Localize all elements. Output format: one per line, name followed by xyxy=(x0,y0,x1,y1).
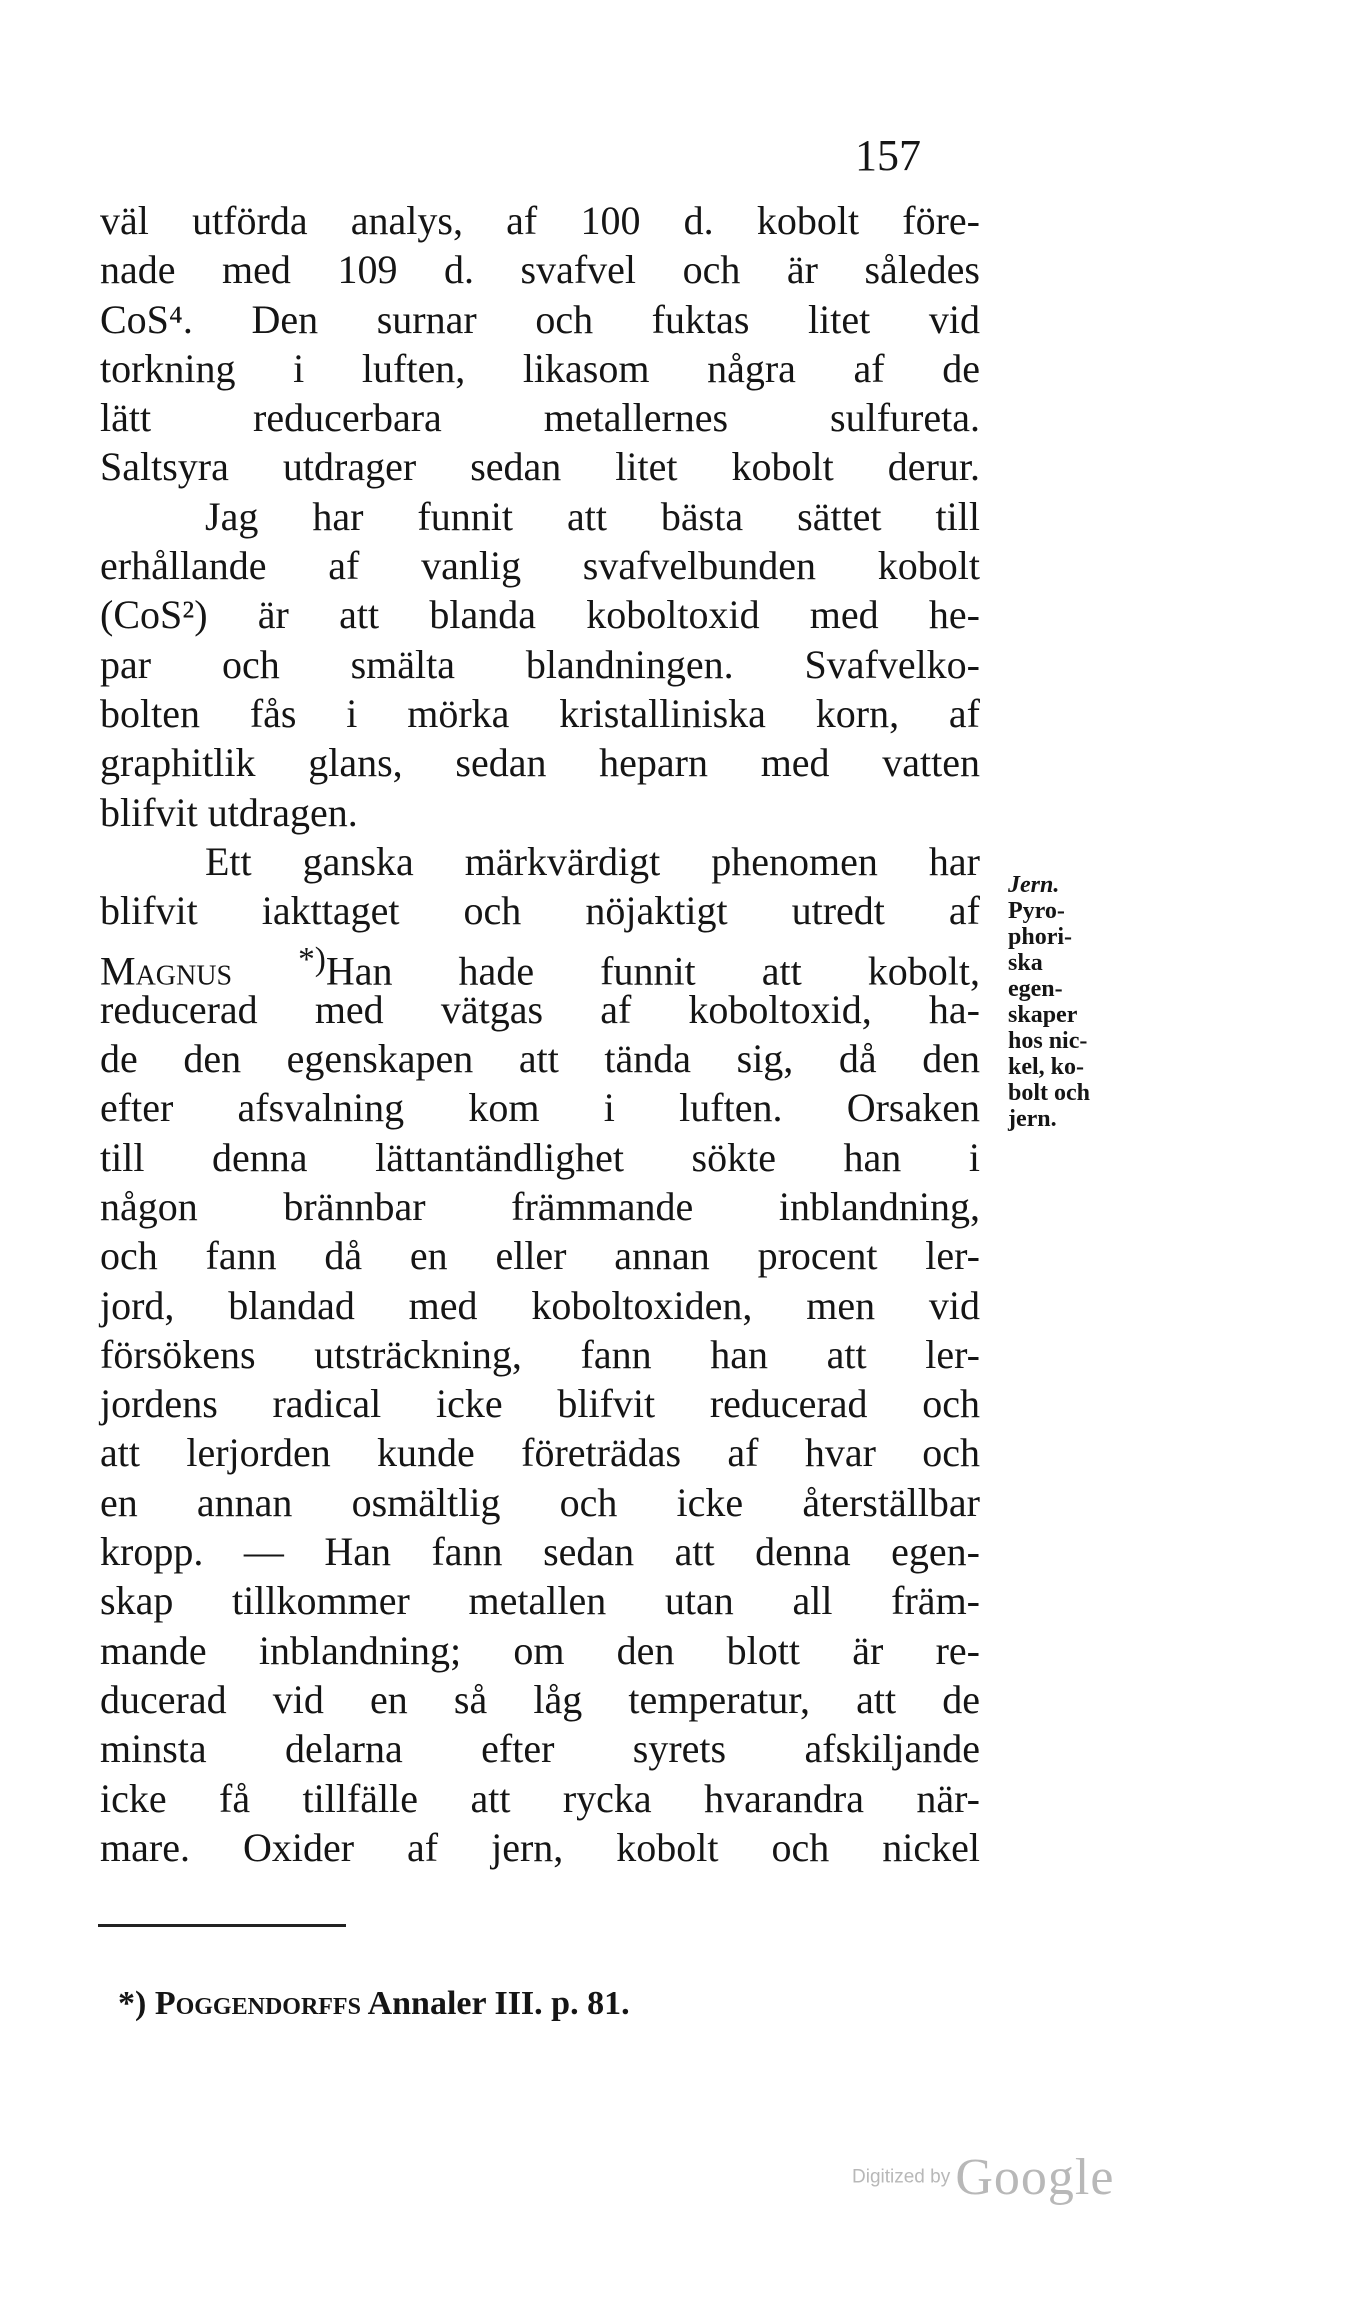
text-line: mare. Oxider af jern, kobolt och nickel xyxy=(100,1824,980,1870)
footnote xyxy=(118,1985,630,2023)
text-line: de den egenskapen att tända sig, då den xyxy=(100,1036,980,1082)
margin-note-line: hos nic- xyxy=(1008,1028,1088,1054)
margin-note xyxy=(1008,872,1098,1132)
paragraph-start-line: Jag har funnit att bästa sättet till xyxy=(205,493,980,539)
margin-note-line: phori- xyxy=(1008,924,1073,950)
text-line: CoS⁴. Den surnar och fuktas litet vid xyxy=(100,296,980,342)
body-text xyxy=(100,196,980,1872)
text-line: erhållande af vanlig svafvelbunden kobolt xyxy=(100,543,980,589)
text-line: (CoS²) är att blanda koboltoxid med he- xyxy=(100,592,980,638)
margin-note-line: Jern. xyxy=(1008,872,1060,898)
footnote-marker: *) xyxy=(298,941,326,979)
text-line: nade med 109 d. svafvel och är således xyxy=(100,247,980,293)
footnote-author: Poggendorffs xyxy=(154,1985,361,2022)
paragraph-start-line: Ett ganska märkvärdigt phenomen har xyxy=(205,838,980,884)
google-watermark xyxy=(852,2148,1114,2207)
text-line-rest: Han hade funnit att kobolt, xyxy=(325,948,980,994)
text-line: skap tillkommer metallen utan all främ- xyxy=(100,1578,980,1624)
footnote-marker: *) xyxy=(118,1985,147,2022)
text-line: lätt reducerbara metallernes sulfureta. xyxy=(100,395,980,441)
margin-note-line: kel, ko- xyxy=(1008,1054,1085,1080)
text-line: till denna lättantändlighet sökte han i xyxy=(100,1134,980,1180)
page-number: 157 xyxy=(855,131,921,180)
margin-note-line: Pyro- xyxy=(1008,898,1065,924)
text-line: ducerad vid en så låg temperatur, att de xyxy=(100,1676,980,1722)
text-line: graphitlik glans, sedan heparn med vatten xyxy=(100,740,980,786)
text-line: väl utförda analys, af 100 d. kobolt före- xyxy=(100,198,980,243)
text-line: blifvit iakttaget och nöjaktigt utredt af xyxy=(100,888,980,934)
google-logo: Google xyxy=(955,2149,1115,2206)
text-line: torkning i luften, likasom några af de xyxy=(100,345,980,391)
text-line: att lerjorden kunde företrädas af hvar och xyxy=(100,1430,980,1476)
text-line-with-citation xyxy=(100,935,980,994)
text-line: och fann då en eller annan procent ler- xyxy=(100,1233,980,1279)
text-line: efter afsvalning kom i luften. Orsaken xyxy=(100,1085,980,1131)
margin-note-line: ska xyxy=(1008,950,1043,976)
text-line: kropp. — Han fann sedan att denna egen- xyxy=(100,1529,980,1575)
text-line: bolten fås i mörka kristalliniska korn, af xyxy=(100,690,980,736)
text-line: jordens radical icke blifvit reducerad och xyxy=(100,1381,980,1427)
margin-note-line: jern. xyxy=(1008,1106,1057,1132)
text-line: försökens utsträckning, fann han att ler- xyxy=(100,1331,980,1377)
footnote-divider xyxy=(98,1924,346,1927)
author-name: Magnus xyxy=(100,948,233,994)
margin-note-line: bolt och xyxy=(1008,1080,1091,1106)
text-line: jord, blandad med koboltoxiden, men vid xyxy=(100,1282,980,1328)
text-line: minsta delarna efter syrets afskiljande xyxy=(100,1726,980,1772)
text-line: icke få tillfälle att rycka hvarandra när- xyxy=(100,1775,980,1821)
text-line: par och smälta blandningen. Svafvelko- xyxy=(100,641,980,687)
margin-note-line: skaper xyxy=(1008,1002,1078,1028)
footnote-citation: Annaler III. p. 81. xyxy=(367,1985,630,2022)
text-line: Saltsyra utdrager sedan litet kobolt derur. xyxy=(100,444,980,490)
margin-note-line: egen- xyxy=(1008,976,1063,1002)
text-line: någon brännbar främmande inblandning, xyxy=(100,1183,980,1229)
text-line: mande inblandning; om den blott är re- xyxy=(100,1627,980,1673)
text-line: reducerad med vätgas af koboltoxid, ha- xyxy=(100,986,980,1032)
paragraph-end-line: blifvit utdragen. xyxy=(100,789,358,835)
digitized-by-label: Digitized by xyxy=(852,2166,951,2188)
text-line: en annan osmältlig och icke återställbar xyxy=(100,1479,980,1525)
